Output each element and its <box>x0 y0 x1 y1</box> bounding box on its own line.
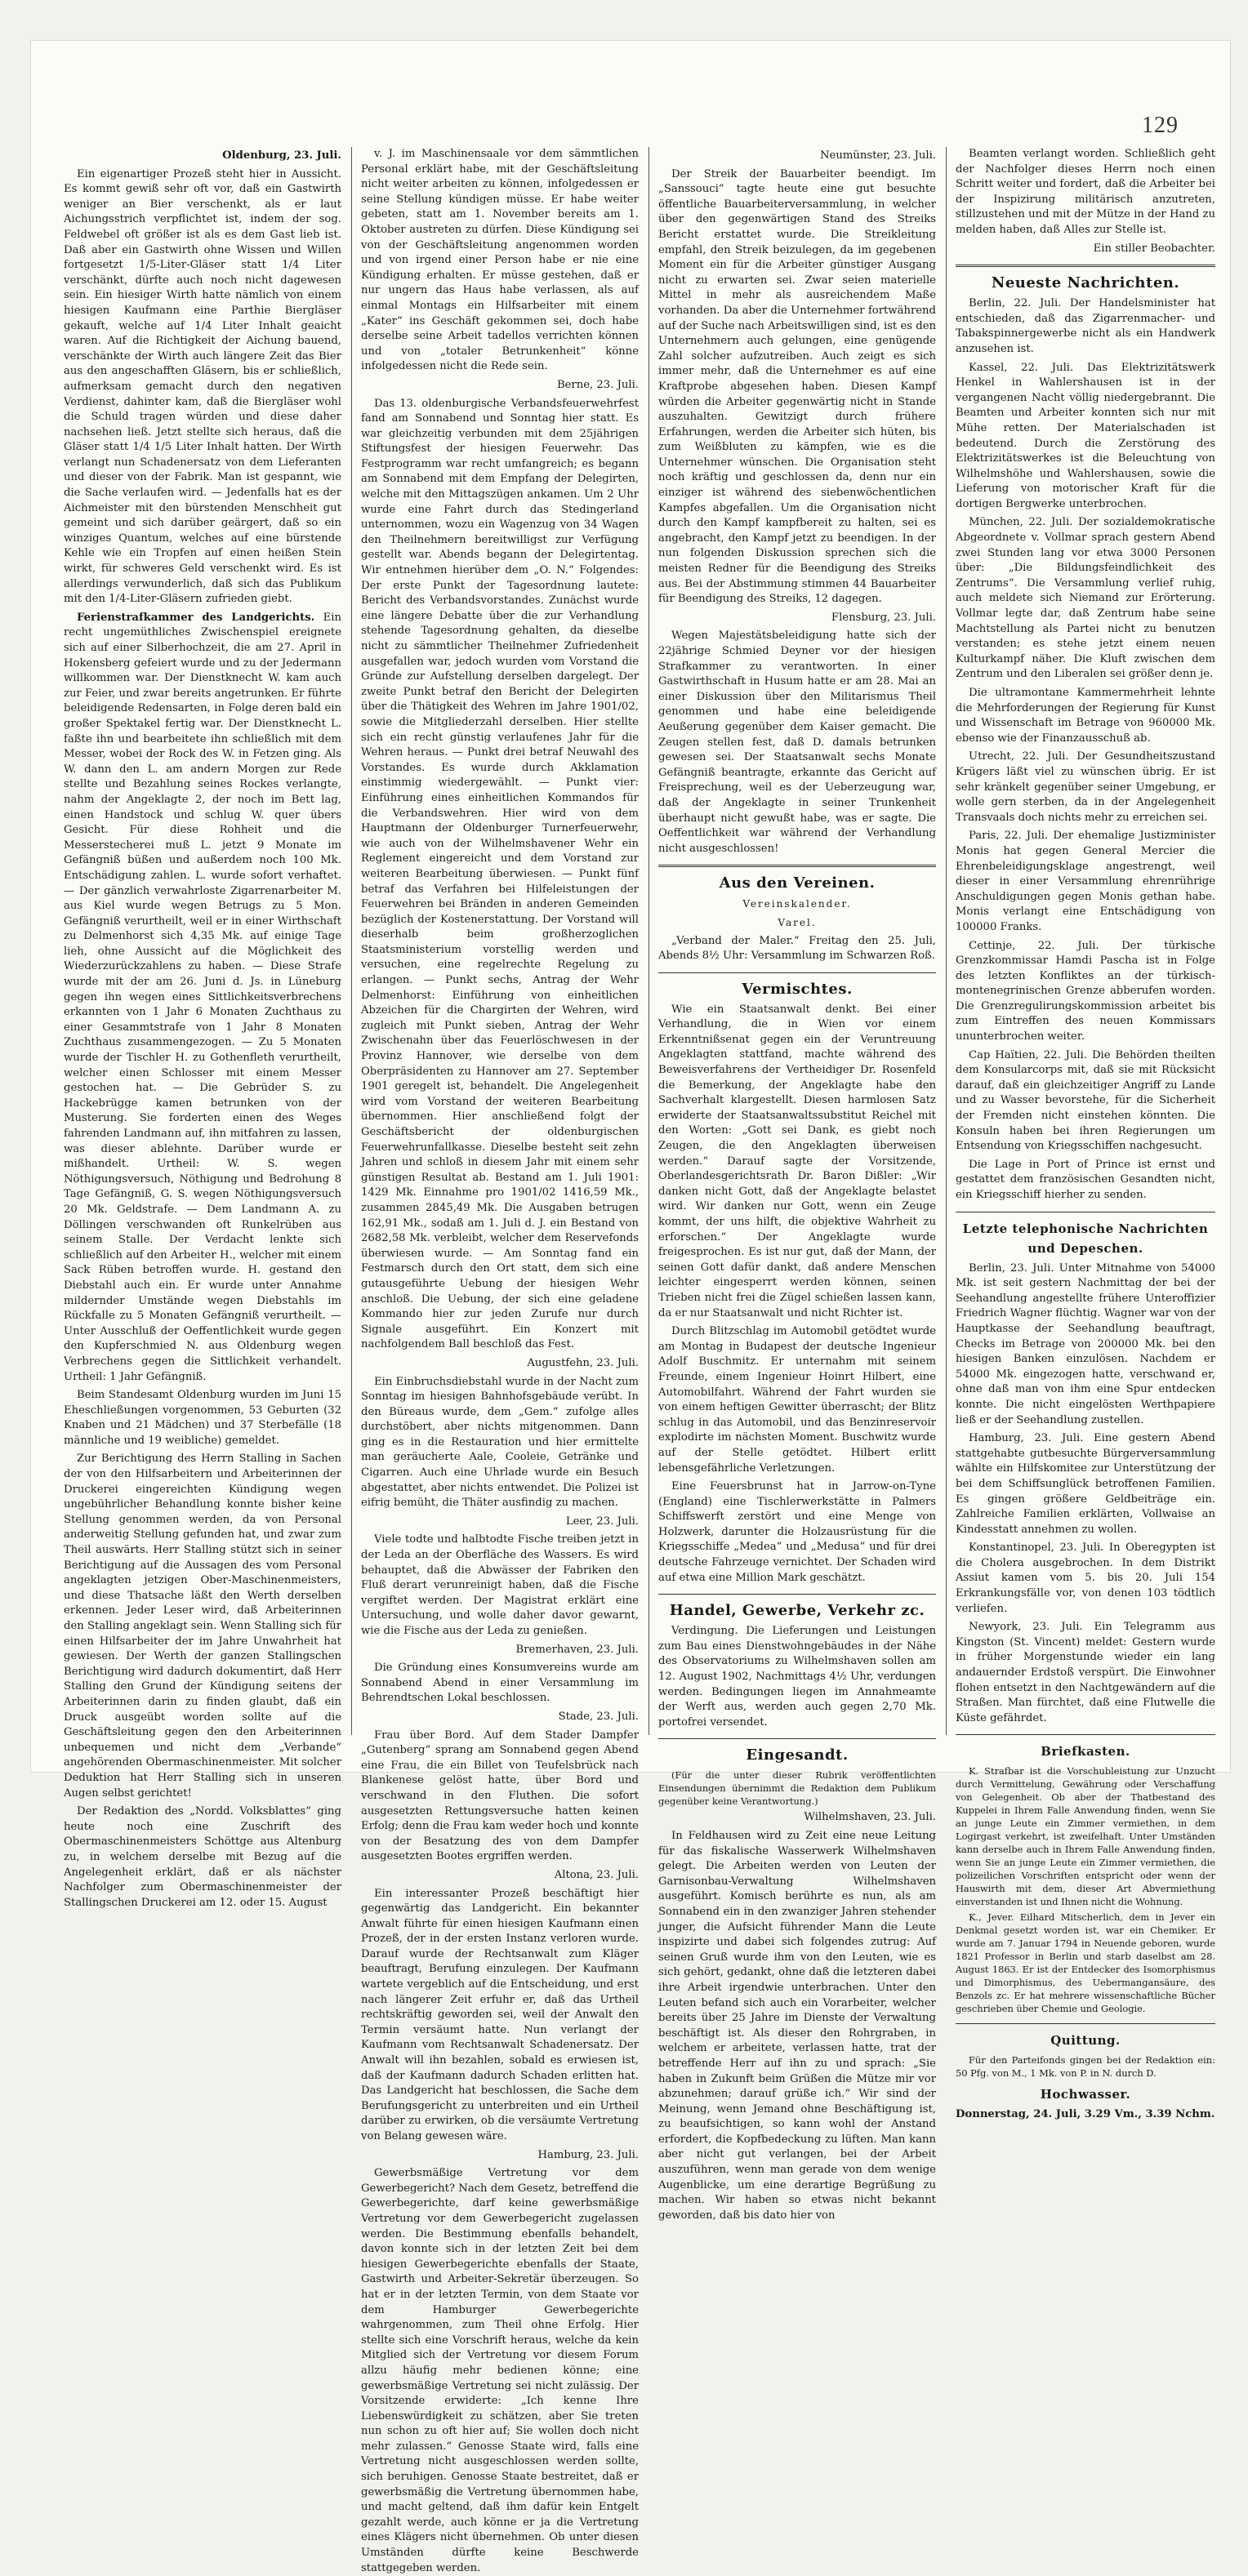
news-item: Konstantinopel, 23. Juli. In Oberegypten ist die Cholera ausgebrochen. In dem Distrikt Assiut kamen vom 5. bis 20. Juli 154 Erkrankungsfälle vor, von denen 103 tödtlich verliefen. <box>956 1542 1215 1615</box>
section-divider <box>658 1594 936 1595</box>
article-paragraph: Das 13. oldenburgische Verbandsfeuerwehrfest fand am Sonnabend und Sonntag hier statt. Es war gleichzeitig verbunden mit dem 25jährigen Stiftungsfest der hiesigen Feuerwehr. Das Festprogramm war recht umfangreich; es begann am Sonnabend mit dem Empfang der Delegirten, welche mit den Mittagszügen ankamen. Um 2 Uhr wurde eine Fahrt durch das Stedingerland unternommen, wozu ein Wagenzug von 34 Wagen den Theilnehmern bereitwilligst zur Verfügung gestellt war. Abends begann der Delegirtentag. Wir entnehmen hierüber dem „O. N.“ Folgendes: Der erste Punkt der Tagesordnung lautete: Bericht des Verbandsvorstandes. Zunächst wurde eine längere Debatte über die zur Verhandlung stehende Tagesordnung gehalten, da dieselbe nicht zu sämmtlicher Theilnehmer Zufriedenheit ausgefallen war, jedoch wurden vom Vorstand die Gründe zur Aufstellung derselben dargelegt. Der zweite Punkt betraf den Bericht der Delegirten über die Thätigkeit des Wehren im Jahre 1901/02, sowie die Mitgliederzahl derselben. Hier stellte sich ein recht günstig verlaufenes Jahr für die Wehren heraus. — Punkt drei betraf Neuwahl des Vorstandes. Es wurde durch Akklamation einstimmig wiedergewählt. — Punkt vier: Einführung eines einheitlichen Kommandos für die Verbandswehren. Hier wird von dem Hauptmann der Oldenburger Turnerfeuerwehr, wie auch von der Wilhelmshavener Wehr ein Reglement eingereicht und dem Vorstand zur weiteren Bearbeitung überwiesen. — Punkt fünf betraf das Verfahren bei Hilfeleistungen der Feuerwehren bei Bränden in anderen Gemeinden bezüglich der Kostenerstattung. Der Vorstand will dieserhalb beim großherzoglichen Staatsministerium vorstellig werden und versuchen, eine regelrechte Regelung zu erlangen. — Punkt sechs, Antrag der Wehr Delmenhorst: Einführung von einheitlichen Abzeichen für die Chargirten der Wehren, wird zugleich mit Punkt sieben, Antrag der Wehr Zwischenahn über das Feuerlöschwesen in der Provinz Hannover, wie derselbe von dem Oberpräsidenten zu Hannover am 27. September 1901 geregelt ist, behandelt. Die Angelegenheit wird vom Vorstand der weiteren Bearbeitung übernommen. Hier anschließend folgt der Geschäftsbericht der oldenburgischen Feuerwehrunfallkasse. Dieselbe besteht seit zehn Jahren und schloß in diesem Jahr mit einem sehr günstigen Resultat ab. Bestand am 1. Juli 1901: 1429 Mk. Einnahme pro 1901/02 1416,59 Mk., zusammen 2845,49 Mk. Die Ausgaben betrugen 162,91 Mk., sodaß am 1. Juli d. J. ein Bestand von 2682,58 Mk. verbleibt, welcher dem Reservefonds überwiesen wurde. — Am Sonntag fand ein Festmarsch durch den Ort statt, dem sich eine gutausgeführte Uebung der hiesigen Wehr anschloß. Die Uebung, der sich eine geladene Kommando hier zur jeden Zurufe nur durch Signale ausgeführt. Ein Konzert mit nachfolgendem Ball beschloß das Fest. <box>361 397 639 1351</box>
section-divider <box>956 2023 1215 2024</box>
quittung-block: Für den Parteifonds gingen bei der Redaktion ein: 50 Pfg. von M., 1 Mk. von P. in N. durch D. <box>956 2054 1215 2080</box>
article-paragraph: In Feldhausen wird zu Zeit eine neue Leitung für das fiskalische Wasserwerk Wilhelmshaven gelegt. Die Arbeiten werden von Leuten der Garnisonbau-Verwaltung Wilhelmshaven ausgeführt. Komisch berührte es nun, als am Sonnabend ein in den zwanziger Jahren stehender junger, die Aufsicht führender Mann die Leute inspizirte und dabei sich folgendes zutrug: Auf seinen Gruß wurde ihm von den Leuten, wie es sich gehört, gedankt, ohne daß die letzteren dabei ihre Arbeit irgendwie unterbrachen. Unter den Leuten befand sich auch ein Vorarbeiter, welcher bereits über 25 Jahre im Dienste der Verwaltung beschäftigt ist. Als dieser den Rohrgraben, in welchem er arbeitete, verlassen hatte, trat der betreffende Herr auf ihn zu und sprach: „Sie haben in Zukunft beim Grüßen die Mütze mir vor abzunehmen; darauf grüße ich.“ Wir sind der Meinung, wenn Jemand ohne Beschäftigung ist, zu beaufsichtigen, so kann wohl der Anstand erfordert, die Kopfbedeckung zu lüften. Man kann aber nicht gut verlangen, bei der Arbeit auszuführen, wenn man gerade von dem wenige Augenblicke, um eine derartige Begrüßung zu machen. Wir haben so etwas nicht bekannt geworden, daß bis dato hier von <box>658 1830 936 2222</box>
news-item: Die Lage in Port of Prince ist ernst und gestattet dem französischen Gesandten nicht, ein Kriegsschiff hierher zu senden. <box>956 1158 1215 1201</box>
letter-reply: K. Strafbar ist die Vorschubleistung zur Unzucht durch Vermittelung, Gewährung oder Verschaffung von Gelegenheit. Ob aber der Thatbestand des Kuppelei in Ihrem Falle Anwendung finden, wenn Sie an junge Leute ein Zimmer vermiethen, in dem Logirgast verkehrt, ist zweifelhaft. Unter Umständen kann derselbe auch in Ihrem Falle Anwendung finden, wenn Sie an junge Leute ein Zimmer vermiethen, die polizeilichen Vorschriften entspricht oder wenn der Hauswirth mit dem, dieser Art Abvermiethung einverstanden ist und Ihnen nicht die Wohnung. <box>956 1765 1215 1908</box>
article-paragraph: Frau über Bord. Auf dem Stader Dampfer „Gutenberg“ sprang am Sonnabend gegen Abend eine Frau, die ein Billet von Teufelsbrück nach Blankenese gelöst hatte, über Bord und verschwand in den Fluthen. Die sofort ausgesetzten Rettungsversuche hatten keinen Erfolg; denn die Frau kam weder hoch und konnte von der Besatzung des von dem Dampfer ausgesetzten Bootes ergriffen werden. <box>361 1728 639 1863</box>
column-rule <box>946 147 947 1735</box>
dateline: Leer, 23. Juli. <box>565 1515 639 1528</box>
section-divider <box>956 1734 1215 1735</box>
dateline: Wilhelmshaven, 23. Juli. <box>804 1811 936 1824</box>
article-paragraph: Durch Blitzschlag im Automobil getödtet wurde am Montag in Budapest der deutsche Ingenieur Adolf Buschmitz. Er unternahm mit seinem Freunde, einem Ingenieur Hoinrt Hilbert, eine Automobilfahrt. Während der Fahrt wurden sie von einem heftigen Gewitter überrascht; der Blitz schlug in das Automobil, und das Benzinreservoir explodirte im nächsten Moment. Buschwitz wurde auf der Stelle getödtet. Hilbert erlitt lebensgefährliche Verletzungen. <box>658 1325 936 1475</box>
signature: Ein stiller Beobachter. <box>1093 242 1215 255</box>
article-paragraph: Ein interessanter Prozeß beschäftigt hier gegenwärtig das Landgericht. Ein bekannter Anwalt führte für einen hiesigen Kaufmann einen Prozeß, der in der ersten Instanz verloren wurde. Darauf wurde der Rechtsanwalt zum Kläger beauftragt, Berufung einzulegen. Der Kaufmann wartete vergeblich auf die Entscheidung, und erst nach längerer Zeit erfuhr er, daß das Urtheil rechtskräftig geworden sei, weil der Anwalt den Termin versäumt hatte. Nun verlangt der Kaufmann vom Rechtsanwalt Schadenersatz. Der Anwalt will ihn bezahlen, sobald es erwiesen ist, daß der Kaufmann dadurch Schaden erlitten hat. Das Landgericht hat beschlossen, die Sache dem Berufungsgericht zu unterbreiten und ein Urtheil darüber zu erwirken, ob die versäumte Vertretung von Belang gewesen wäre. <box>361 1887 639 2142</box>
article-lead: Ferienstrafkammer des Landgerichts. <box>77 611 315 624</box>
news-item: Berlin, 22. Juli. Der Handelsminister hat entschieden, daß das Zigarrenmacher- und Tabakspinnergewerbe nicht als ein Handwerk anzusehen ist. <box>956 297 1215 355</box>
article-paragraph: Gewerbsmäßige Vertretung vor dem Gewerbegericht? Nach dem Gesetz, betreffend die Gewerbegerichte, darf keine gewerbsmäßige Vertretung vor dem Gewerbegericht zugelassen werden. Die Bestimmung ebenfalls behandelt, davon konnte sich in der letzten Zeit bei dem hiesigen Gewerbegerichte ebenfalls der Staate, Gastwirth und Arbeiter-Sekretär überzeugen. So hat er in der letzten Termin, von dem Staate vor dem Hamburger Gewerbegerichte wahrgenommen, zum Theil ohne Erfolg. Hier stellte sich eine Vorschrift heraus, welche da kein Mitglied sich der Vertretung vor diesem Forum allzu häufig mehr bedienen könne; eine gewerbsmäßige Vertretung sei nicht zulässig. Der Vorsitzende erwiderte: „Ich kenne Ihre Liebenswürdigkeit zu schätzen, aber Sie treten nun schon zu oft hier auf; Sie wollen doch nicht mehr zulassen.“ Genosse Staate wird, falls eine Vertretung nicht ausgeschlossen werden sollte, sich beruhigen. Genosse Staate bestreitet, daß er gewerbsmäßig die Vertretung übernommen habe, und macht geltend, daß ihm dafür kein Entgelt gezahlt werde, auch könne er ja die Vertretung eines Klägers nicht übernehmen. Ob unter diesen Umständen dürfte keine Beschwerde stattgegeben werden. <box>361 2167 639 2574</box>
section-divider <box>956 265 1215 267</box>
disclaimer-note: (Für die unter dieser Rubrik veröffentlichten Einsendungen übernimmt die Redaktion dem Publikum gegenüber keine Verantwortung.) <box>658 1769 936 1808</box>
tide-times: Donnerstag, 24. Juli, 3.29 Vm., 3.39 Nchm. <box>956 2108 1215 2121</box>
briefkasten-block <box>956 1764 1215 2015</box>
article-paragraph: Zur Berichtigung des Herrn Stalling in Sachen der von den Hilfsarbeitern und Arbeiterinnen der Druckerei eingereichten Kündigung wegen ungebührlicher Behandlung konnte bisher keine Stellung genommen werden, da von Personal anderweitig Stellung gefunden hat, und zwar zum Theil auswärts. Herr Stalling stützt sich in seiner Berichtigung auf die Aussagen des vom Personal angeklagten jetzigen Ober-Maschinenmeisters, und diese Thatsache läßt den Werth derselben erkennen. Jeder Leser wird, daß Arbeiterinnen den Stalling angeklagt sein. Wenn Stalling sich für einen Hilfsarbeiter der im Jahre Unwahrheit hat gewiesen. Der Werth der ganzen Stallingschen Berichtigung wird dadurch dokumentirt, daß Herr Stalling den Grund der Kündigung seitens der Arbeiterinnen darin zu finden glaubt, daß ein Druck ausgeübt worden sollte auf die Geschäftsleitung gegen den den Arbeiterinnen unbequemen und nicht dem „Verbande“ angehörenden Obermaschinenmeister. Mit solcher Deduktion hat Herr Stalling sich in unseren Augen selbst gerichtet! <box>64 1453 341 1800</box>
section-divider <box>658 972 936 973</box>
news-item: Utrecht, 22. Juli. Der Gesundheitszustand Krügers läßt viel zu wünschen übrig. Er ist sehr kränkelt gegenüber seiner Umgebung, er wolle gern sterben, da in der Angelegenheit Transvaals doch nichts mehr zu erreichen sei. <box>956 750 1215 824</box>
article-paragraph: Wie ein Staatsanwalt denkt. Bei einer Verhandlung, die in Wien vor einem Erkenntnißsenat gegen ein der Veruntreuung Angeklagten stattfand, machte während des Beweisverfahrens der Vertheidiger Dr. Rosenfeld die Bemerkung, der Angeklagte habe den Sachverhalt klargestellt. Diesen harmlosen Satz erwiderte der Staatsanwaltssubstitut Reichel mit den Worten: „Gott sei Dank, es giebt noch Zeugen, die den Angeklagten überweisen werden.“ Darauf sagte der Vorsitzende, Oberlandesgerichtsrath Dr. Baron Dißler: „Wir danken nicht Gott, daß der Angeklagte belastet wird. Wir danken nur Gott, wenn ein Zeuge kommt, der uns hilft, die objektive Wahrheit zu erforschen.“ Der Angeklagte wurde freigesprochen. Es ist nur gut, daß der Mann, der seinen Gott dafür dankt, daß andere Menschen leichter eingesperrt werden können, seinen Trieben nicht frei die Zügel schießen lassen kann, da er nur Staatsanwalt und nicht Richter ist. <box>658 1003 936 1319</box>
section-title-briefkasten: Briefkasten. <box>1041 1744 1130 1760</box>
dateline: Stade, 23. Juli. <box>558 1710 639 1723</box>
column-4 <box>956 147 1215 2121</box>
news-item: Newyork, 23. Juli. Ein Telegramm aus Kingston (St. Vincent) meldet: Gestern wurde in früher Morgenstunde wieder ein lang andauernder Erdstoß verspürt. Die Einwohner flohen entsetzt in den Nachtgewändern auf die Straßen. Man fürchtet, daß eine Flutwelle die Küste gefährdet. <box>956 1621 1215 1724</box>
article-paragraph: Ferienstrafkammer des Landgerichts. Ein recht ungemüthliches Zwischenspiel ereignete sich auf einer Silberhochzeit, die am 27. April in Hokensberg gefeiert wurde und zu der Jedermann willkommen war. Der Dienstknecht W. kam auch zur Feier, und zwar bereits angetrunken. Er führte beleidigende Redensarten, in Folge deren bald ein großer Spektakel fertig war. Der Dienstknecht L. faßte ihn und bearbeitete ihn schließlich mit dem Messer, wobei der Rock des W. in Fetzen ging. Als W. dann den L. am andern Morgen zur Rede stellte und Bezahlung seines Rockes verlangte, nahm der Angeklagte 2, der noch im Bett lag, einen Handstock und schlug W. quer übers Gesicht. Für diese Rohheit und die Messerstecherei muß L. jetzt 9 Monate im Gefängniß büßen und außerdem noch 100 Mk. Entschädigung zahlen. L. wurde sofort verhaftet. — Der gänzlich verwahrloste Zigarrenarbeiter M. aus Kiel wurde wegen Betrugs zu 5 Mon. Gefängniß verurtheilt, weil er in einer Wirthschaft zu Delmenhorst sich 4,35 Mk. auf einige Tage lieh, ohne Aussicht auf die Möglichkeit des Wiederzurückzahlens zu haben. — Diese Strafe wurde mit der am 26. Juni d. Js. in Lüneburg gegen ihn wegen eines Sittlichkeitsverbrechens erkannten von 1 Jahr 6 Monaten Zuchthaus zu einer Gesammtstrafe von 1 Jahr 8 Monaten Zuchthaus zusammengezogen. — Zu 5 Monaten wurde der Tischler H. zu Gothenfleth verurtheilt, welcher einen Schlosser mit einem Messer gestochen hat. — Die Gebrüder S. zu Hackebrügge kamen betrunken von der Musterung. Sie forderten einen des Weges fahrenden Landmann auf, ihn mitfahren zu lassen, was dieser ablehnte. Darüber wurde er mißhandelt. Urtheil: W. S. wegen Nöthigungsversuch, Nöthigung und Bedrohung 8 Tage Gefängniß, G. S. wegen Nöthigungsversuch 20 Mk. Geldstrafe. — Dem Landmann A. zu Döllingen verschwanden oft Runkelrüben aus seinem Stalle. Der Verdacht lenkte sich schließlich auf den Arbeiter H., welcher mit einem Sack Rüben betroffen wurde. H. gestand den Diebstahl auch ein. Er wurde unter Annahme mildernder Umstände wegen Diebstahls im Rückfalle zu 5 Monaten Gefängniß verurtheilt. — Unter Ausschluß der Oeffentlichkeit wurde gegen den Kupferschmied N. aus Oldenburg wegen Verbrechens gegen die Sittlichkeit verhandelt. Urtheil: 1 Jahr Gefängniß. <box>64 611 341 1383</box>
article-paragraph: Eine Feuersbrunst hat in Jarrow-on-Tyne (England) eine Tischlerwerkstätte in Palmers Schiffswerft zerstört und eine Menge von Holzwerk, darunter die Holzausrüstung für die Kriegsschiffe „Medea“ und „Medusa“ und für drei deutsche Fahrzeuge vernichtet. Der Schaden wird auf etwa eine Million Mark geschätzt. <box>658 1480 936 1584</box>
article-paragraph: Ein Einbruchsdiebstahl wurde in der Nacht zum Sonntag im hiesigen Bahnhofsgebäude verübt. In den Büreaus wurde, dem „Gem.“ zufolge alles durchstöbert, aber nichts mitgenommen. Dann ging es in die Restauration und hier ermittelte man geräucherte Aale, Cooleie, Getränke und Cigarren. Auch eine Uhrlade wurde ein Besuch abgestattet, aber nichts entwendet. Die Polizei ist eifrig bemüht, die Thäter ausfindig zu machen. <box>361 1375 639 1510</box>
section-title-eingesandt: Eingesandt. <box>746 1746 849 1764</box>
section-divider <box>658 865 936 867</box>
dateline: Berne, 23. Juli. <box>556 378 639 391</box>
section-title-depeschen: Letzte telephonische Nachrichten und Depeschen. <box>962 1221 1209 1256</box>
dateline: Altona, 23. Juli. <box>554 1868 639 1881</box>
article-paragraph: Verdingung. Die Lieferungen und Leistungen zum Bau eines Dienstwohngebäudes in der Nähe des Observatoriums zu Wilhelmshaven sollen am 12. August 1902, Nachmittags 4½ Uhr, verdungen werden. Bedingungen liegen im Annahmeamte der Werft aus, werden auch gegen 2,70 Mk. portofrei versendet. <box>658 1625 936 1728</box>
section-title-handel: Handel, Gewerbe, Verkehr zc. <box>669 1602 925 1620</box>
news-item: München, 22. Juli. Der sozialdemokratische Abgeordnete v. Vollmar sprach gestern Abend zwei Stunden lang vor etwa 3000 Personen über: „Die Bildungsfeindlichkeit des Zentrums“. Die Versammlung verlief ruhig, auch meldete sich Niemand zur Erörterung. Vollmar legte dar, daß Zentrum habe seine Machtstellung als Partei nicht zu benutzen verstanden; es stehe jetzt einem neuen Kulturkampf näher. Die Kluft zwischen dem Zentrum und den Liberalen sei größer denn je. <box>956 516 1215 681</box>
column-2 <box>361 147 639 2574</box>
section-title-vereine: Aus den Vereinen. <box>719 874 876 892</box>
page-number: 129 <box>1142 113 1179 138</box>
article-paragraph: Die Gründung eines Konsumvereins wurde am Sonnabend Abend in einer Versammlung im Behrendtschen Lokal beschlossen. <box>361 1662 639 1705</box>
column-1 <box>64 147 341 1909</box>
article-paragraph: „Verband der Maler.“ Freitag den 25. Juli, Abends 8½ Uhr: Versammlung im Schwarzen Roß. <box>658 934 936 963</box>
article-paragraph: Der Streik der Bauarbeiter beendigt. Im „Sanssouci“ tagte heute eine gut besuchte öffentliche Bauarbeiterversammlung, in welcher über den gegenwärtigen Stand des Streiks Bericht erstattet wurde. Die Streikleitung empfahl, den Streik beizulegen, da im gegebenen Moment ein für die Arbeiter günstiger Ausgang nicht zu erwarten sei. Zwar seien materielle Mittel in mehr als ausreichendem Maße vorhanden. Da aber die Unternehmer fortwährend auf der Suche nach Arbeitswilligen sind, ist es den Unternehmern auch gelungen, eine genügende Zahl solcher aufzutreiben. Auch zeigt es sich immer mehr, daß die Unternehmer es auf eine Kraftprobe abgesehen haben. Diesen Kampf würden die Arbeiter gegenwärtig nicht in Stande auszuhalten. Gewitzigt durch frühere Erfahrungen, werden die Arbeiter sich hüten, bis zum Weißbluten zu kämpfen, wie es die Unternehmer wünschen. Die Organisation steht noch kräftig und geschlossen da, denn nur ein einziger ist während des siebenwöchentlichen Kampfes abgefallen. Um die Organisation nicht durch den Kampf kampfbereit zu halten, sei es angebracht, den Kampf jetzt zu beendigen. In der nun folgenden Diskussion sprechen sich die meisten Redner für die Beendigung des Streiks aus. Bei der Abstimmung stimmen 44 Bauarbeiter für Beendigung des Streiks, 12 dagegen. <box>658 167 936 606</box>
news-item: Hamburg, 23. Juli. Eine gestern Abend stattgehabte gutbesuchte Bürgerversammlung wählte ein Hilfskomitee zur Unterstützung der bei dem Schiffsunglück betroffenen Familien. Es gingen größere Geldbeiträge ein. Zahlreiche Familien erklärten, Vollwaise an Kindesstatt annehmen zu wollen. <box>956 1432 1215 1536</box>
news-item: Kassel, 22. Juli. Das Elektrizitätswerk Henkel in Wahlershausen ist in der vergangenen Nacht völlig niedergebrannt. Die Beamten und Arbeiter konnten sich nur mit Mühe retten. Der Materialschaden ist bedeutend. Durch die Zerstörung des Elektrizitätswerkes ist die Beleuchtung von Wilhelmshöhe und Wahlershausen, sowie die Lieferung von motorischer Kraft für die dortigen Bergwerke unterbrochen. <box>956 361 1215 510</box>
article-paragraph: Wegen Majestätsbeleidigung hatte sich der 22jährige Schmied Deyner vor der hiesigen Strafkammer zu verantworten. In einer Gastwirthschaft in Husum hatte er am 28. Mai an einer Diskussion über den Militarismus Theil genommen und habe eine beleidigende Aeußerung gegenüber dem Kaiser gemacht. Die Zeugen stellen fest, daß D. damals betrunken gewesen sei. Der Staatsanwalt sechs Monate Gefängniß beantragte, erkannte das Gericht auf Freisprechung, weil es der Ueberzeugung war, daß der Angeklagte in seiner Trunkenheit überhaupt nicht gewußt habe, was er sagte. Die Oeffentlichkeit war während der Verhandlung nicht ausgeschlossen! <box>658 630 936 855</box>
dateline: Oldenburg, 23. Juli. <box>222 149 341 162</box>
article-paragraph: Viele todte und halbtodte Fische treiben jetzt in der Leda an der Oberfläche des Wassers. Es wird behauptet, daß die Abwässer der Fabriken den Fluß derart verunreinigt haben, daß die Fische vergiftet werden. Der Magistrat erklärt eine Untersuchung, und wolle daher davor gewarnt, wie die Fische aus der Leda zu genießen. <box>361 1533 639 1637</box>
article-paragraph: v. J. im Maschinensaale vor dem sämmtlichen Personal erklärt habe, mit der Geschäftsleitung nicht weiter arbeiten zu können, infolgedessen er seine Stellung kündigen müsse. Er habe weiter gebeten, statt am 1. November bereits am 1. Oktober austreten zu dürfen. Diese Kündigung sei von der Geschäftsleitung angenommen worden und von irgend einer Person habe er nie eine Kündigung erhalten. Er müsse gestehen, daß er nur ungern das Haus habe verlassen, als auf einmal Montags ein Hilfsarbeiter mit einem „Kater“ ins Geschäft gekommen sei, doch habe derselbe seine Arbeit tadellos verrichten können und von „totaler Betrunkenheit“ könne infolgedessen nicht die Rede sein. <box>361 148 639 373</box>
article-paragraph: Beim Standesamt Oldenburg wurden im Juni 15 Eheschließungen vorgenommen, 53 Geburten (32 Knaben und 21 Mädchen) und 37 Sterbefälle (18 männliche und 19 weibliche) gemeldet. <box>64 1389 341 1447</box>
news-item: Paris, 22. Juli. Der ehemalige Justizminister Monis hat gegen General Mercier die Ehrenbeleidigungsklage angestrengt, weil dieser in einer Versammlung ehrenrührige Anschuldigungen gegen Monis gethan habe. Monis verlangt eine Entschädigung von 100000 Franks. <box>956 830 1215 933</box>
section-title-vermischtes: Vermischtes. <box>742 980 853 998</box>
article-paragraph: Ein eigenartiger Prozeß steht hier in Aussicht. Es kommt gewiß sehr oft vor, daß ein Gastwirth weniger an Bier verschenkt, als er laut Aichungsstrich verpflichtet ist, indem der sog. Feldwebel oft größer ist als es dem Gast lieb ist. Daß aber ein Gastwirth ohne Wissen und Willen fortgesetzt 1/5-Liter-Gläser statt 1/4 Liter verschänkt, dürfte auch noch nicht dagewesen sein. Ein hiesiger Wirth hatte nämlich von einem hiesigen Kaufmann eine Parthie Biergläser gekauft, welche auf 1/4 Liter Inhalt geaicht waren. Auf die Richtigkeit der Aichung bauend, verschänkte der Wirth auch längere Zeit das Bier aus den angeschafften Gläsern, bis er schließlich, aufmerksam gemacht durch den negativen Verdienst, dahinter kam, daß die Biergläser wohl die Schuld tragen würden und diese daher nachsehen ließ. Jetzt stellte sich heraus, daß die Gläser statt 1/4 1/5 Liter Inhalt hatten. Der Wirth verlangt nun Schadenersatz von dem Lieferanten und dieser von der Fabrik. Man ist gespannt, wie die Sache verlaufen wird. — Jedenfalls hat es der Aichmeister mit den bürstenden Menschheit gut gemeint und sich darüber geärgert, daß so ein winziges Quantum, welches auf eine bürstende Kehle wie ein Tropfen auf einen heißen Stein wirkt, für schweres Geld verschenkt wird. Es ist allerdings verwunderlich, daß sich das Publikum mit den 1/4-Liter-Gläsern zufrieden giebt. <box>64 167 341 606</box>
column-3 <box>658 147 936 2222</box>
article-paragraph: Beamten verlangt worden. Schließlich geht der Nachfolger dieses Herrn noch einen Schritt weiter und fordert, daß die Arbeiter bei der Inspizirung militärisch anzutreten, stillzustehen und mit der Mütze in der Hand zu melden haben, daß Alles zur Stelle ist. <box>956 148 1215 236</box>
section-subhead: Vereinskalender. <box>742 898 852 910</box>
news-item: Berlin, 23. Juli. Unter Mitnahme von 54000 Mk. ist seit gestern Nachmittag der bei der Seehandlung angestellte frühere Unteroffizier Friedrich Wagner flüchtig. Wagner war von der Hauptkasse der Seehandlung beauftragt, Checks im Betrage von 200000 Mk. bei den hiesigen Banken einzulösen. Nachdem er 54000 Mk. eingezogen hatte, verschwand er, ohne daß man von ihm eine Spur entdecken konnte. Die nicht eingelösten Werthpapiere ließ er der Seehandlung zustellen. <box>956 1261 1215 1426</box>
section-divider <box>658 1738 936 1739</box>
letter-reply: K., Jever. Eilhard Mitscherlich, dem in Jever ein Denkmal gesetzt worden ist, war ein Chemiker. Er wurde am 7. Januar 1794 in Neuende geboren, wurde 1821 Professor in Berlin und starb daselbst am 28. August 1863. Er ist der Entdecker des Isomorphismus und Dimorphismus, des Uebermangansäure, des Benzols zc. Er hat mehrere wissenschaftliche Bücher geschrieben über Chemie und Geologie. <box>956 1911 1215 2015</box>
dateline: Flensburg, 23. Juli. <box>831 611 936 624</box>
dateline: Neumünster, 23. Juli. <box>819 149 936 162</box>
dateline: Hamburg, 23. Juli. <box>537 2148 639 2161</box>
news-item: Die ultramontane Kammermehrheit lehnte die Mehrforderungen der Regierung für Kunst und Wissenschaft im Betrage von 960000 Mk. ebenso wie der Finanzausschuß ab. <box>956 687 1215 745</box>
dateline: Augustfehn, 23. Juli. <box>527 1356 639 1369</box>
newspaper-page <box>31 41 1230 2574</box>
news-item: Cap Haïtien, 22. Juli. Die Behörden theilten dem Konsularcorps mit, daß sie mit Rücksicht darauf, daß ein gleichzeitiger Angriff zu Lande und zu Wasser bevorstehe, für die Sicherheit der Fremden nicht einstehen könnten. Die Konsuln haben bei ihren Regierungen um Entsendung von Kriegsschiffen nachgesucht. <box>956 1048 1215 1153</box>
section-title-quittung: Quittung. <box>1050 2033 1121 2049</box>
section-title-nachrichten: Neueste Nachrichten. <box>991 274 1180 292</box>
place-heading: Varel. <box>778 916 817 928</box>
column-rule <box>351 147 352 1735</box>
news-item: Cettinje, 22. Juli. Der türkische Grenzkommissar Hamdi Pascha ist in Folge des letzten Konfliktes an der türkisch-montenegrinischen Grenze abberufen worden. Die Grenzregulirungskommission arbeitet bis zum Eintreffen des neuen Kommissars ununterbrochen weiter. <box>956 939 1215 1043</box>
section-title-hochwasser: Hochwasser. <box>1040 2087 1131 2102</box>
dateline: Bremerhaven, 23. Juli. <box>515 1643 639 1656</box>
article-paragraph: Der Redaktion des „Nordd. Volksblattes“ ging heute noch eine Zuschrift des Obermaschinenmeisters Schöttge aus Altenburg zu, in welchem derselbe mit Bezug auf die Angelegenheit erklärt, daß er als nächster Nachfolger zum Obermaschinenmeister der Stallingschen Druckerei am 12. oder 15. August <box>64 1805 341 1909</box>
